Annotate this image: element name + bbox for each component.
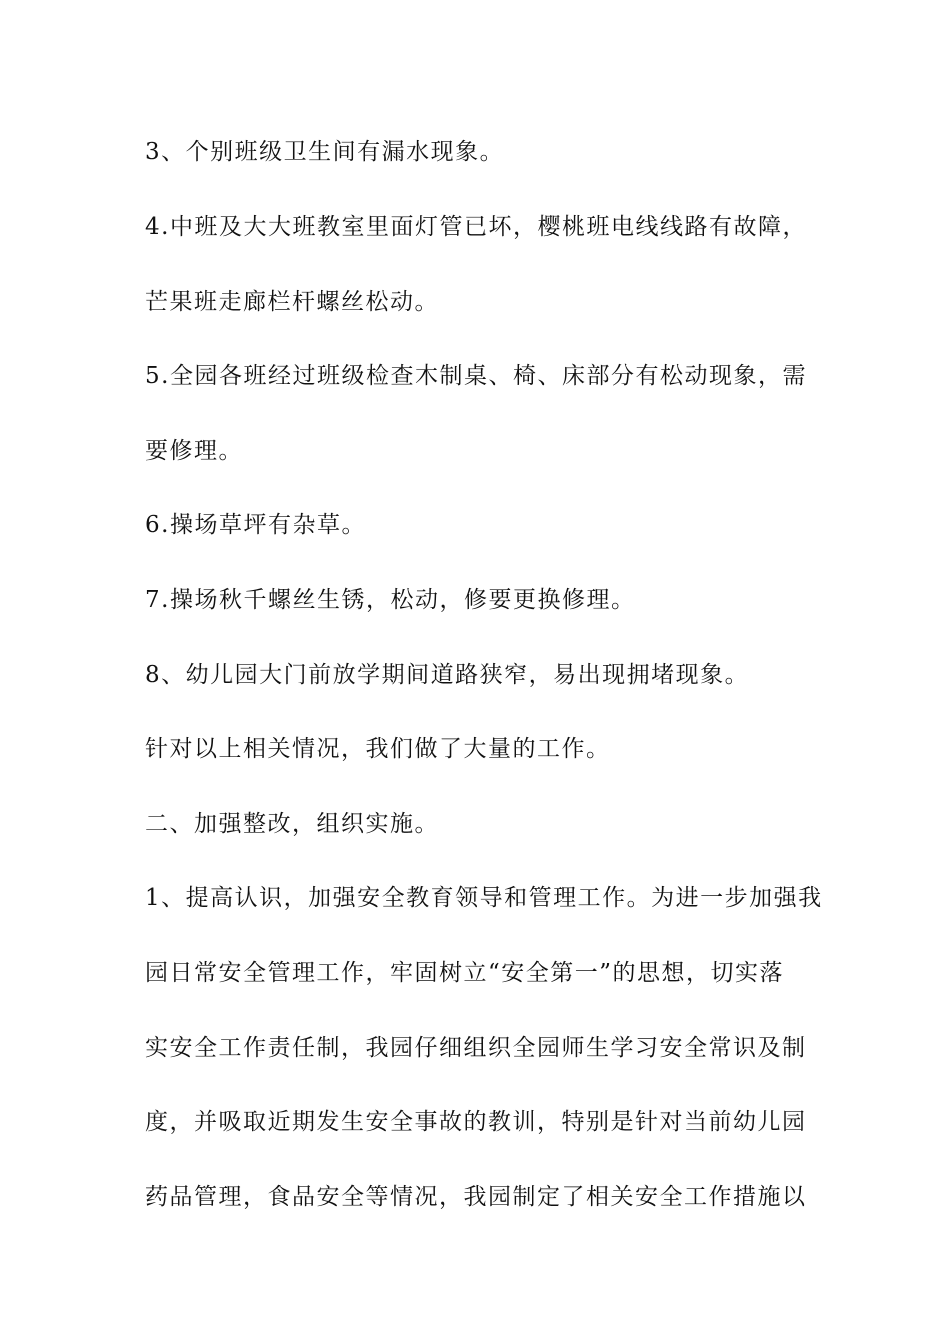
text-line: 药品管理，食品安全等情况，我园制定了相关安全工作措施以 xyxy=(145,1184,807,1210)
text-line: 要修理。 xyxy=(145,438,243,464)
text-line: 3、个别班级卫生间有漏水现象。 xyxy=(145,139,505,165)
section-heading: 二、加强整改，组织实施。 xyxy=(145,811,439,837)
text-line: 园日常安全管理工作，牢固树立“安全第一”的思想，切实落 xyxy=(145,960,785,986)
text-line: 7.操场秋千螺丝生锈，松动，修要更换修理。 xyxy=(145,587,636,613)
text-line: 度，并吸取近期发生安全事故的教训，特别是针对当前幼儿园 xyxy=(145,1109,807,1135)
text-line: 4.中班及大大班教室里面灯管已坏，樱桃班电线线路有故障， xyxy=(145,214,807,240)
text-line: 实安全工作责任制，我园仔细组织全园师生学习安全常识及制 xyxy=(145,1035,807,1061)
text-line: 针对以上相关情况，我们做了大量的工作。 xyxy=(145,736,611,762)
text-line: 5.全园各班经过班级检查木制桌、椅、床部分有松动现象，需 xyxy=(145,363,807,389)
text-line: 8、幼儿园大门前放学期间道路狭窄，易出现拥堵现象。 xyxy=(145,662,750,688)
text-line: 6.操场草坪有杂草。 xyxy=(145,512,366,538)
text-line: 芒果班走廊栏杆螺丝松动。 xyxy=(145,289,439,315)
text-line: 1、提高认识，加强安全教育领导和管理工作。为进一步加强我 xyxy=(145,885,823,911)
